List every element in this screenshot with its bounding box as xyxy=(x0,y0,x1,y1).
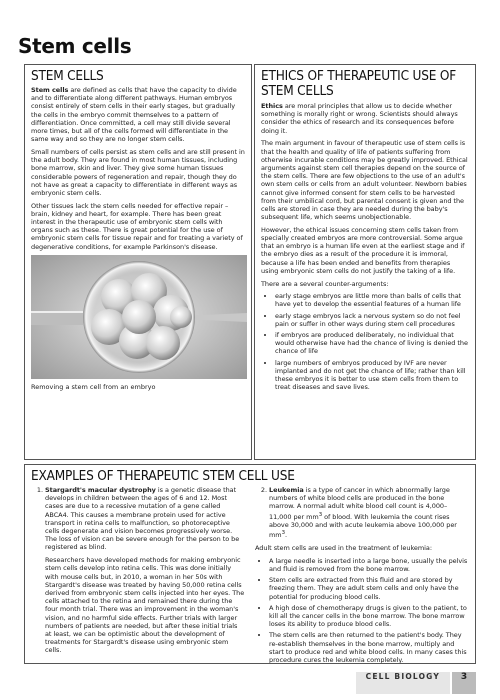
ethics-paragraph-2: The main argument in favour of therapeutic use of stem cells is that the health and quality of life of patients suffering from otherwise incurable conditions may be greatly improved. Ethical arguments against stem cell therapies depend on the source of the stem cells. There are few objections to the use of an adult's own stem cells or cells from an adult volunteer. Newborn babies cannot give informed consent for stem cells to be harvested from their umbilical cord, but parental consent is given and the cells are stored in case they are needed during the baby's subsequent life, which seems unobjectionable. xyxy=(261,139,468,222)
adult-stem-cells-intro: Adult stem cells are used in the treatment of leukemia: xyxy=(255,544,432,553)
ethics-paragraph-1: Ethics are moral principles that allow us to decide whether something is morally right or wrong. Scientists should always consider the ethics of research and its consequences before doing it. xyxy=(261,102,458,135)
examples-right-column xyxy=(255,486,469,664)
stem-cells-section xyxy=(24,64,252,460)
list-item: • early stage embryos are little more than balls of cells that have yet to develop the essential features of a human life xyxy=(275,292,469,308)
stem-cells-paragraph-3: Other tissues lack the stem cells needed for effective repair – brain, kidney and heart, for example. There has been great interest in the therapeutic use of embryonic stem cells with organs such as these. There is great potential for the use of embryonic stem cells for tissue repair and for treating a variety of degenerative conditions, for example Parkinson's disease. xyxy=(31,201,243,251)
stem-cells-paragraph-1: Stem cells are defined as cells that have the capacity to divide and to differentiate along different pathways. Human embryos consist entirely of stem cells in their early stages, but gradually the cells in the embryo commit themselves to a pattern of differentiation. Once committed, a cell may still divide several more times, but all of the cells formed will differentiate in the same way and so they are no longer stem cells. xyxy=(31,86,237,144)
list-item: 1. Stargardt's macular dystrophy is a genetic disease that develops in children between the ages of 6 and 12. Most cases are due to a recessive mutation of a gene called ABCA4. This causes a membrane protein used for active transport in retina cells to malfunction, so photoreceptive cells degenerate and vision becomes progressively worse. The loss of vision can be severe enough for the person to be registered as blind. Researchers have developed methods for making embryonic stem cells develop into retina cells. This was done initially with mouse cells but, in 2010, a woman in her 50s with Stargardt's disease was treated by having 50,000 retina cells derived from embryonic stem cells injected into her eyes. The cells attached to the retina and remained there during the four month trial. There was an improvement in the woman's vision, and no harmful side effects. Further trials with larger numbers of patients are needed, but after these initial trials at least, we can be optimistic about the development of treatments for Stargardt's disease using embryonic stem cells. xyxy=(45,486,245,655)
list-item: • The stem cells are then returned to the patient's body. They re-establish themselves in the bone marrow, multiply and start to produce red and white blood cells. In many cases this procedure cures the leukemia completely. xyxy=(269,631,469,664)
counter-arguments-list xyxy=(261,292,469,391)
ethics-section xyxy=(254,64,476,460)
term-stargardt: Stargardt's macular dystrophy xyxy=(45,486,156,494)
list-item: • if embryos are produced deliberately, no individual that would otherwise have had the chance of living is denied the chance of life xyxy=(275,331,469,356)
stem-cells-paragraph-2: Small numbers of cells persist as stem cells and are still present in the adult body. They are found in most human tissues, including bone marrow, skin and liver. They give some human tissues considerable powers of regeneration and repair, though they do not have as great a capacity to differentiate in different ways as embryonic stem cells. xyxy=(31,147,245,197)
examples-section xyxy=(24,464,476,664)
stargardt-paragraph-2: Researchers have developed methods for making embryonic stem cells develop into retina cells. This was done initially with mouse cells but, in 2010, a woman in her 50s with Stargardt's disease was treated by having 50,000 retina cells derived from embryonic stem cells injected into her eyes. The cells attached to the retina and remained there during the four month trial. There was an improvement in the woman's vision, and no harmful side effects. Further trials with larger numbers of patients are needed, but after these initial trials at least, we can be optimistic about the development of treatments for Stargardt's disease using embryonic stem cells. xyxy=(45,556,245,655)
embryo-micrograph-image xyxy=(31,255,247,379)
list-item: 2. Leukemia is a type of cancer in which abnormally large numbers of white blood cells are produced in the bone marrow. A normal adult white blood cell count is 4,000–11,000 per $mm^3$ of blood. With leukemia the count rises above 30,000 and with acute leukemia above 100,000 per $mm^3$. xyxy=(269,486,469,540)
stem-cells-heading: STEM CELLS xyxy=(31,68,104,84)
ethics-heading: ETHICS OF THERAPEUTIC USE OF STEM CELLS xyxy=(261,68,456,99)
image-caption: Removing a stem cell from an embryo xyxy=(31,383,156,392)
list-item: • A high dose of chemotherapy drugs is given to the patient, to kill all the cancer cells in the bone marrow. The bone marrow loses its ability to produce blood cells. xyxy=(269,604,469,629)
list-item: • early stage embryos lack a nervous system so do not feel pain or suffer in other ways during stem cell procedures xyxy=(275,312,469,328)
chapter-label: CELL BIOLOGY xyxy=(356,672,450,694)
examples-list-1 xyxy=(31,486,245,655)
term-ethics: Ethics xyxy=(261,102,283,110)
list-item: • large numbers of embryos produced by IVF are never implanted and do not get the chance of life; rather than kill these embryos it is better to use stem cells from them to treat diseases and save lives. xyxy=(275,359,469,392)
examples-list-2 xyxy=(255,486,469,540)
list-item: • Stem cells are extracted from this fluid and are stored by freezing them. They are adult stem cells and only have the potential for producing blood cells. xyxy=(269,576,469,601)
examples-left-column xyxy=(31,486,245,664)
page-number: 3 xyxy=(452,672,476,694)
page-footer xyxy=(356,672,476,694)
embryo-illustration xyxy=(31,255,247,379)
term-stem-cells: Stem cells xyxy=(31,86,69,94)
list-item: • A large needle is inserted into a large bone, usually the pelvis and fluid is removed from the bone marrow. xyxy=(269,557,469,573)
page-title: Stem cells xyxy=(18,34,132,58)
ethics-paragraph-3: However, the ethical issues concerning stem cells taken from specially created embryos are more controversial. Some argue that an embryo is a human life even at the earliest stage and if the embryo dies as a result of the procedure it is immoral, because a life has been ended and benefits from therapies using embryonic stem cells do not justify the taking of a life. xyxy=(261,225,465,275)
ethics-paragraph-4: There are a several counter-arguments: xyxy=(261,279,389,288)
term-leukemia: Leukemia xyxy=(269,486,304,494)
examples-heading: EXAMPLES OF THERAPEUTIC STEM CELL USE xyxy=(31,468,295,484)
leukemia-procedure-list xyxy=(255,557,469,664)
